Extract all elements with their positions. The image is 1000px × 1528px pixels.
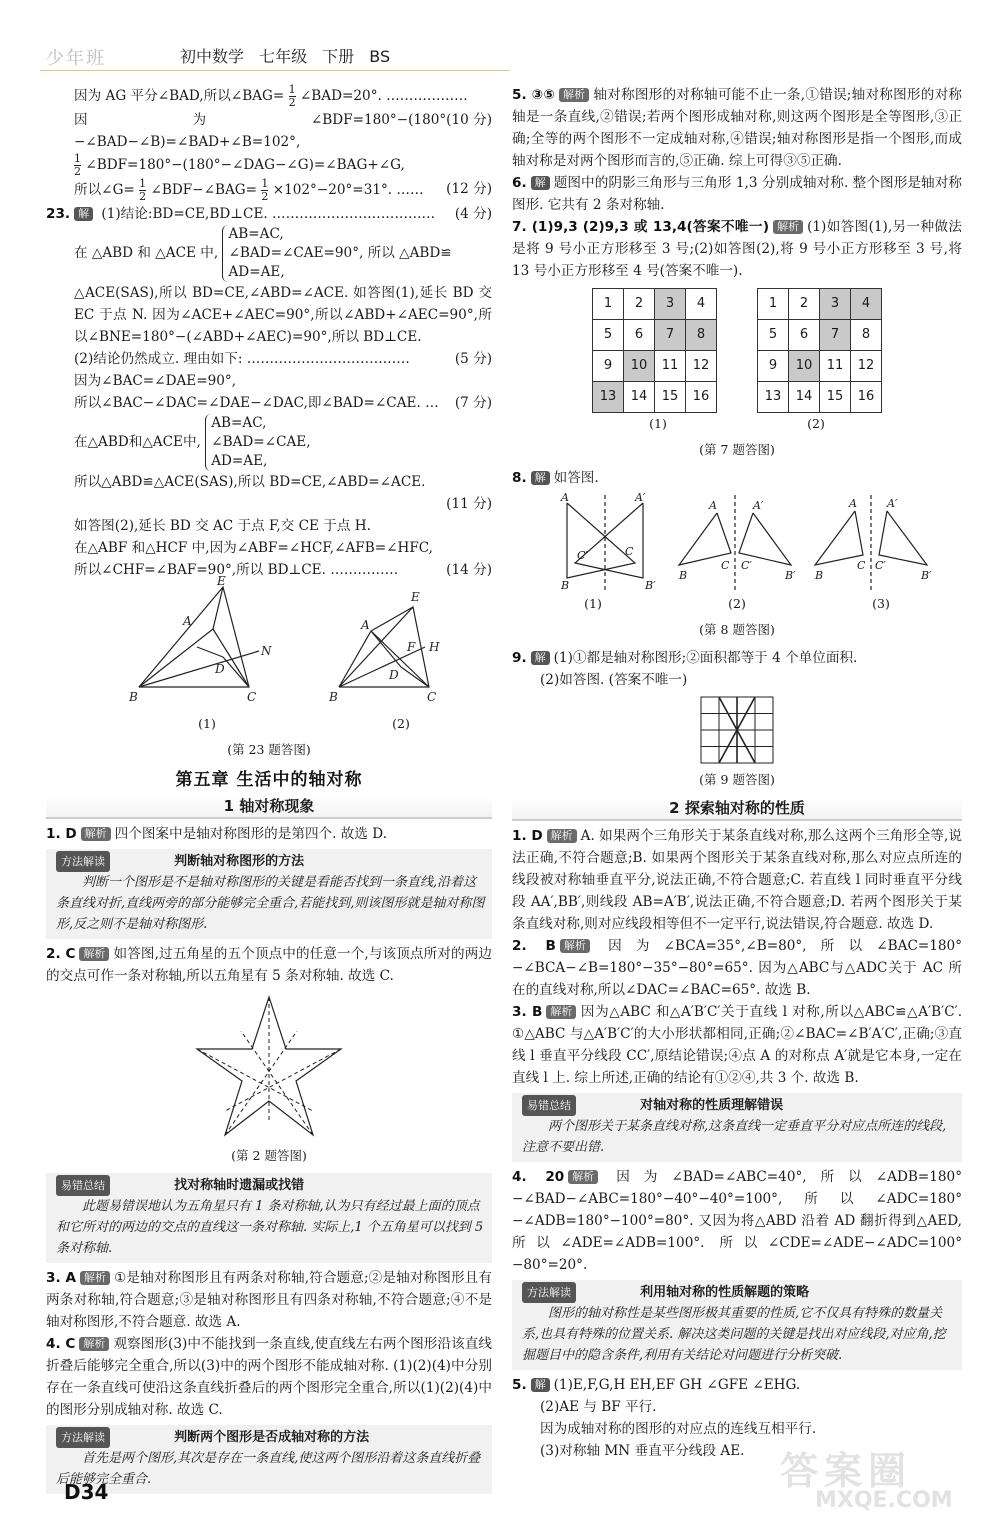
- svg-text:F: F: [407, 640, 416, 654]
- svg-text:C′: C′: [875, 559, 886, 572]
- svg-text:A: A: [361, 618, 370, 632]
- answer-b2: 2. B 解析 因为∠BCA=35°,∠B=80°,所以∠BAC=180°−∠BCA−∠B=180°−35°−80°=65°. 因为△ABC与△ADC关于 AC 所在的直线对称,所以∠DAC=∠BAC=65°. 故选 B.: [512, 938, 962, 998]
- answer-b1: 1. D 解析 A. 如果两个三角形关于某条直线对称,那么这两个三角形全等,说法正确,不符合题意;B. 如果两个图形关于某条直线对称,那么对应点所连的线段被对称轴垂直平分,说法正确,不符合题意;C. 若直线 l 同时垂直平分线段 AA′,BB′,则线段 AB=A′B′,说法正确,不符合题意;D. 若两个图形关于某条直线对称,则对应线段相等但不一定平行,说法错误,符合题意. 故选 D.: [512, 828, 962, 932]
- figure-caption: (第 23 题答图): [227, 742, 311, 757]
- left-column: [46, 84, 492, 1498]
- answer-8: 8. 解 如答图.: [512, 470, 599, 486]
- analysis-tag: 解析: [79, 1337, 109, 1351]
- text-line: 在△ABD和△ACE中, AB=AC, ∠BAD=∠CAE, AD=AE,: [74, 415, 311, 469]
- answer-b4: 4. 20 解析 因为∠BAD=∠ABC=40°,所以∠ADB=180°−∠BAD−∠ABC=180°−40°−40°=100°,所以∠ADC=180°−∠ADB=180°−100°=80°. 又因为将△ABD 沿着 AD 翻折得到△AED,所以∠ADE=∠ADB=100°. 所以∠CDE=∠ADE−∠ADC=100°−80°=20°.: [512, 1169, 962, 1273]
- box-tag: 方法解读: [56, 1427, 110, 1448]
- grid-captions: (1) (2): [649, 416, 825, 431]
- analysis-tag: 解析: [547, 829, 577, 843]
- text-line: 在 △ABD 和 △ACE 中, AB=AC, ∠BAD=∠CAE=90°, AD=AE, 所以 △ABD≌: [74, 226, 452, 280]
- fraction: $\frac{1}{2}$: [288, 83, 296, 109]
- box-title: 判断轴对称图形的方法: [174, 854, 305, 869]
- svg-text:D: D: [389, 668, 399, 682]
- svg-text:N: N: [261, 644, 272, 658]
- answer-6: 6. 解 题图中的阴影三角形与三角形 1,3 分别成轴对称. 整个图形是轴对称图形. 它共有 2 条对称轴.: [512, 175, 962, 213]
- question-23: 23. 解 (1)结论:BD=CE,BD⊥CE. ……………………………… (4 分): [46, 206, 492, 222]
- svg-text:B′: B′: [785, 569, 796, 582]
- text-line: (11 分): [446, 496, 492, 512]
- analysis-tag: 解析: [81, 827, 111, 841]
- method-box: [46, 849, 492, 939]
- solution-tag: 解: [531, 176, 550, 190]
- figure-9: [512, 695, 962, 765]
- svg-text:C: C: [721, 559, 730, 572]
- answer-b3: 3. B 解析 因为△ABC 和△A′B′C′关于直线 l 对称,所以△ABC≌△A′B′C′. ①△ABC 与△A′B′C′的大小形状都相同,正确;②∠BAC=∠B′A′C′,正确;③直线 l 垂直平分线段 CC′,原结论错误;④点 A 的对称点 A′就是它本身,一定在直线 l 上. 综上所述,正确的结论有①②④,共 3 个. 故选 B.: [512, 1004, 963, 1086]
- box-title: 利用轴对称的性质解题的策略: [640, 1285, 810, 1300]
- fraction: $\frac{1}{2}$: [261, 177, 269, 203]
- brand-logo: 少年班: [46, 48, 106, 69]
- svg-text:C: C: [247, 690, 257, 704]
- box-tag: 易错总结: [522, 1095, 576, 1116]
- svg-text:A′: A′: [887, 497, 898, 510]
- svg-text:B: B: [679, 569, 688, 582]
- svg-text:B: B: [129, 690, 138, 704]
- text-line: 所以△ABD≌△ACE(SAS),所以 BD=CE,∠ABD=∠ACE.: [74, 474, 426, 490]
- section-title: 2 探索轴对称的性质: [512, 797, 962, 821]
- svg-text:E: E: [217, 574, 226, 588]
- svg-text:A: A: [561, 491, 569, 504]
- figure-8-captions: (1) (2) (3): [584, 596, 890, 611]
- box-tag: 易错总结: [56, 1175, 110, 1196]
- box-tag: 方法解读: [56, 851, 110, 872]
- svg-text:A: A: [709, 499, 717, 512]
- answer-5: 5. ③⑤ 解析 轴对称图形的对称轴可能不止一条,①错误;轴对称图形的对称轴是一条直线,②错误;若两个图形成轴对称,则这两个图形是全等图形,③正确;全等的两个图形不一定成轴对称,④错误;轴对称图形是指一个图形,而成轴对称是对两个图形而言的,⑤正确. 综上可得③⑤正确.: [512, 87, 963, 169]
- svg-text:H: H: [429, 640, 440, 654]
- box-text: 图形的轴对称性是某些图形极其重要的性质,它不仅具有特殊的数量关系,也具有特殊的位置关系. 解决这类问题的关键是找出对应线段,对应角,挖掘题目中的隐含条件,利用有关结论对问题进行分析突破.: [522, 1306, 946, 1363]
- equation-system: AB=AC, ∠BAD=∠CAE=90°, AD=AE,: [222, 225, 363, 282]
- figure-23-captions: (1) (2): [198, 716, 410, 731]
- svg-text:B′: B′: [921, 569, 932, 582]
- grid-2: 1 2 3 4 5 6 7 8 9 10 11 12 13 14 15 16: [757, 288, 882, 413]
- figure-9-drawing: [697, 695, 777, 765]
- svg-text:B: B: [815, 569, 824, 582]
- figure-caption: (第 9 题答图): [699, 772, 775, 787]
- text-line: (2)如答图. (答案不唯一): [540, 672, 688, 688]
- solution-tag: 解: [531, 471, 550, 485]
- text-line: $\frac{1}{2}$ ∠BDF=180°−(180°−∠DAG−∠G)=∠BAG+∠G,: [74, 152, 405, 178]
- analysis-tag: 解析: [559, 88, 589, 102]
- mistake-box: [46, 1173, 492, 1263]
- text-line: 所以∠CHF=∠BAF=90°,所以 BD⊥CE. …………… (14 分): [74, 562, 492, 578]
- svg-text:A: A: [183, 614, 192, 628]
- analysis-tag: 解析: [79, 947, 109, 961]
- chapter-title: 第五章 生活中的轴对称: [175, 770, 363, 790]
- solution-tag: 解: [531, 651, 550, 665]
- figure-caption: (第 7 题答图): [699, 442, 775, 457]
- watermark-site: MXQE.COM: [815, 1488, 953, 1513]
- answer-1: 1. D 解析 四个图案中是轴对称图形的是第四个. 故选 D.: [46, 826, 388, 842]
- box-text: 两个图形关于某条直线对称,这条直线一定垂直平分对应点所连的线段,注意不要出错.: [522, 1119, 947, 1155]
- svg-text:E: E: [411, 590, 420, 604]
- figure-caption: (第 2 题答图): [231, 1148, 307, 1163]
- svg-text:A′: A′: [753, 499, 764, 512]
- answer-4: 4. C 解析 观察图形(3)中不能找到一条直线,使直线左右两个图形沿该直线折叠后能够完全重合,所以(3)中的两个图形不能成轴对称. (1)(2)(4)中分别存在一条直线可使沿这条直线折叠后的两个图形完全重合,所以(1)(2)(4)中的图形分别成轴对称. 故选 C.: [46, 1336, 492, 1418]
- box-tag: 方法解读: [522, 1282, 576, 1303]
- text-line: 如答图(2),延长 BD 交 AC 于点 F,交 CE 于点 H.: [74, 518, 371, 534]
- page-number: D34: [64, 1480, 109, 1504]
- header-meta: 初中数学 七年级 下册 BS: [180, 47, 391, 66]
- svg-text:C: C: [857, 559, 866, 572]
- box-text: 此题易错误地认为五角星只有 1 条对称轴,认为只有经过最上面的顶点和它所对的两边的交点的直线这一条对称轴. 实际上,1 个五角星可以找到 5 条对称轴.: [56, 1199, 484, 1256]
- svg-text:D: D: [215, 662, 225, 676]
- answer-9: 9. 解 (1)①都是轴对称图形;②面积都等于 4 个单位面积.: [512, 650, 858, 666]
- solution-tag: 解: [74, 207, 93, 221]
- svg-text:C′: C′: [741, 559, 752, 572]
- figure-caption: (第 8 题答图): [699, 622, 775, 637]
- text-line: (3)对称轴 MN 垂直平分线段 AE.: [540, 1443, 745, 1459]
- solution-tag: 解: [531, 1378, 550, 1392]
- star-figure: [189, 991, 349, 1141]
- text-line: 所以∠G= $\frac{1}{2}$ ∠BDF−∠BAG= $\frac{1}{2}$ ×102°−20°=31°. …… (12 分): [74, 177, 492, 203]
- analysis-tag: 解析: [773, 220, 803, 234]
- figure-8-drawing: [517, 493, 957, 593]
- figure-7: [512, 288, 962, 435]
- text-line: 因为 AG 平分∠BAD,所以∠BAG= $\frac{1}{2}$ ∠BAD=20°. ……………… (10 分): [74, 83, 492, 128]
- svg-text:A: A: [849, 497, 857, 510]
- figure-2: [46, 991, 492, 1141]
- grid-1: 1 2 3 4 5 6 7 8 9 10 11 12 13 14 15 16: [592, 288, 717, 413]
- text-line: △ACE(SAS),所以 BD=CE,∠ABD=∠ACE. 如答图(1),延长 BD 交 EC 于点 N. 因为∠ACE+∠AEC=90°,所以∠ABD+∠AEC=90°,所以∠BNE=180°−(∠ABD+∠AEC)=90°,所以 BD⊥CE.: [74, 285, 492, 345]
- watermark-logo: 答案圈: [780, 1449, 913, 1493]
- text-line: (2)结论仍然成立. 理由如下: ……………………………… (5 分): [74, 351, 492, 367]
- svg-text:C: C: [625, 545, 634, 558]
- box-text: 首先是两个图形,其次是存在一条直线,使这两个图形沿着这条直线折叠后能够完全重合.: [56, 1451, 481, 1487]
- mistake-box: [512, 1093, 962, 1162]
- section-title: 1 轴对称现象: [46, 795, 492, 819]
- svg-text:B′: B′: [645, 579, 656, 592]
- text-line: 因为成轴对称的图形的对应点的连线互相平行.: [540, 1421, 817, 1437]
- analysis-tag: 解析: [568, 1170, 598, 1184]
- header-rule: [40, 70, 510, 71]
- svg-text:B: B: [561, 579, 570, 592]
- box-text: 判断一个图形是不是轴对称图形的关键是看能否找到一条直线,沿着这条直线对折,直线两旁的部分能够完全重合,若能找到,则该图形就是轴对称图形,反之则不是轴对称图形.: [56, 875, 485, 932]
- answer-3: 3. A 解析 ①是轴对称图形且有两条对称轴,符合题意;②是轴对称图形且有两条对称轴,符合题意;③是轴对称图形且有四条对称轴,不符合题意;④不是轴对称图形,不符合题意. 故选 A.: [46, 1270, 492, 1330]
- text-line: 所以∠BAC−∠DAC=∠DAE−∠DAC,即∠BAD=∠CAE. … (7 分): [74, 395, 492, 411]
- equation-system: AB=AC, ∠BAD=∠CAE, AD=AE,: [205, 414, 310, 471]
- analysis-tag: 解析: [560, 939, 590, 953]
- answer-7: 7. (1)9,3 (2)9,3 或 13,4(答案不唯一) 解析 (1)如答图(1),另一种做法是将 9 号小正方形移至 3 号;(2)如答图(2),将 9 号小正方形移至 3 号,将 13 号小正方形移至 4 号(答案不唯一).: [512, 219, 962, 279]
- page-header: [0, 0, 1000, 70]
- svg-text:A′: A′: [635, 491, 646, 504]
- svg-text:B: B: [329, 690, 338, 704]
- right-column: [512, 84, 962, 1462]
- figure-23: [46, 574, 492, 735]
- figure-8: [512, 493, 962, 615]
- text-line: 因为∠BAC=∠DAE=90°,: [74, 373, 237, 389]
- box-title: 对轴对称的性质理解错误: [640, 1098, 784, 1113]
- figure-23-drawing: [49, 574, 489, 713]
- svg-text:C: C: [427, 690, 437, 704]
- text-line: (2)AE 与 BF 平行.: [540, 1399, 657, 1415]
- method-box: [46, 1425, 492, 1494]
- analysis-tag: 解析: [546, 1005, 576, 1019]
- analysis-tag: 解析: [80, 1271, 110, 1285]
- text-line: 因为∠BDF=180°−(180°−∠BAD−∠B)=∠BAD+∠B=102°,: [74, 112, 447, 150]
- svg-text:C′: C′: [577, 549, 588, 562]
- method-box: [512, 1280, 962, 1370]
- fraction: $\frac{1}{2}$: [74, 152, 81, 178]
- box-title: 判断两个图形是否成轴对称的方法: [174, 1430, 370, 1445]
- text-line: 在△ABF 和△HCF 中,因为∠ABF=∠HCF,∠AFB=∠HFC,: [74, 540, 433, 556]
- box-title: 找对称轴时遗漏或找错: [174, 1178, 305, 1193]
- fraction: $\frac{1}{2}$: [139, 177, 147, 203]
- answer-2: 2. C 解析 如答图,过五角星的五个顶点中的任意一个,与该顶点所对的两边的交点可作一条对称轴,所以五角星有 5 条对称轴. 故选 C.: [46, 946, 492, 984]
- answer-b5: 5. 解 (1)E,F,G,H EH,EF GH ∠GFE ∠EHG.: [512, 1377, 801, 1393]
